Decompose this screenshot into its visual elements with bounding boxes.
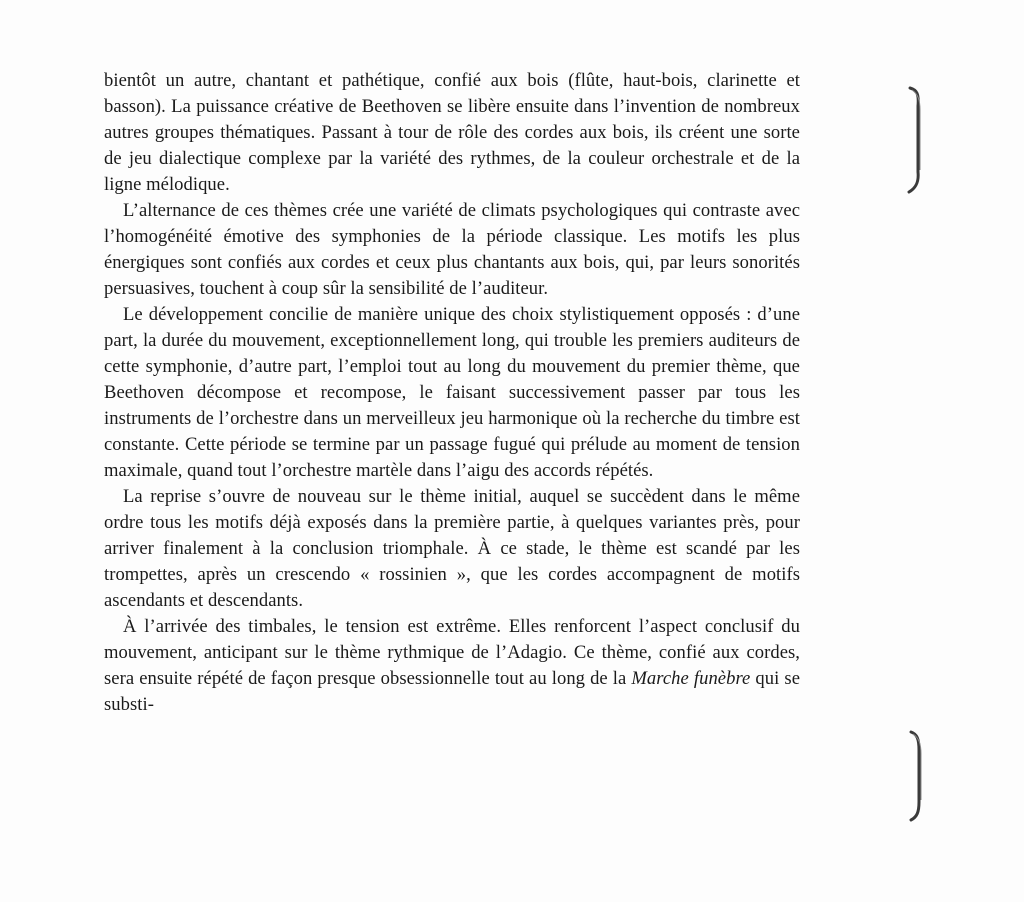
paragraph-5 [104, 614, 800, 718]
paragraph-5-text-after: qui se substi- [104, 668, 800, 715]
binding-staple-icon [905, 86, 927, 194]
body-text [104, 68, 800, 718]
paragraph-1 [104, 68, 800, 198]
paragraph-5-text-before: À l’arrivée des timbales, le tension est extrême. Elles renforcent l’aspect conclusif du mouvement, anticipant sur le thème rythmique de l’Adagio. Ce thème, confié aux cordes, sera ensuite répété de façon presque obsessionnelle tout au long de la [104, 616, 800, 689]
work-title-marche-funebre: Marche funèbre [631, 668, 751, 689]
paragraph-3 [104, 302, 800, 484]
paragraph-4-text: La reprise s’ouvre de nouveau sur le thème initial, auquel se succèdent dans le même ordre tous les motifs déjà exposés dans la première partie, à quelques variantes près, pour arriver finalement à la conclusion triomphale. À ce stade, le thème est scandé par les trompettes, après un crescendo « rossinien », que les cordes accompagnent de motifs ascendants et descendants. [104, 486, 800, 611]
paragraph-3-text: Le développement concilie de manière unique des choix stylistiquement opposés : d’une part, la durée du mouvement, exceptionnellement long, qui trouble les premiers auditeurs de cette symphonie, d’autre part, l’emploi tout au long du mouvement du premier thème, que Beethoven décompose et recompose, le faisant successivement passer par tous les instruments de l’orchestre dans un merveilleux jeu harmonique où la recherche du timbre est constante. Cette période se termine par un passage fugué qui prélude au moment de tension maximale, quand tout l’orchestre martèle dans l’aigu des accords répétés. [104, 304, 800, 481]
paragraph-1-text: bientôt un autre, chantant et pathétique, confié aux bois (flûte, haut-bois, clarinette et basson). La puissance créative de Beethoven se libère ensuite dans l’invention de nombreux autres groupes thématiques. Passant à tour de rôle des cordes aux bois, ils créent une sorte de jeu dialectique complexe par la variété des rythmes, de la couleur orchestrale et de la ligne mélodique. [104, 70, 800, 195]
paragraph-2-text: L’alternance de ces thèmes crée une variété de climats psychologiques qui contraste avec l’homogénéité émotive des symphonies de la période classique. Les motifs les plus énergiques sont confiés aux cordes et ceux plus chantants aux bois, qui, par leurs sonorités persuasives, touchent à coup sûr la sensibilité de l’auditeur. [104, 200, 800, 299]
paragraph-4 [104, 484, 800, 614]
binding-staple-icon [906, 730, 928, 822]
paragraph-2 [104, 198, 800, 302]
